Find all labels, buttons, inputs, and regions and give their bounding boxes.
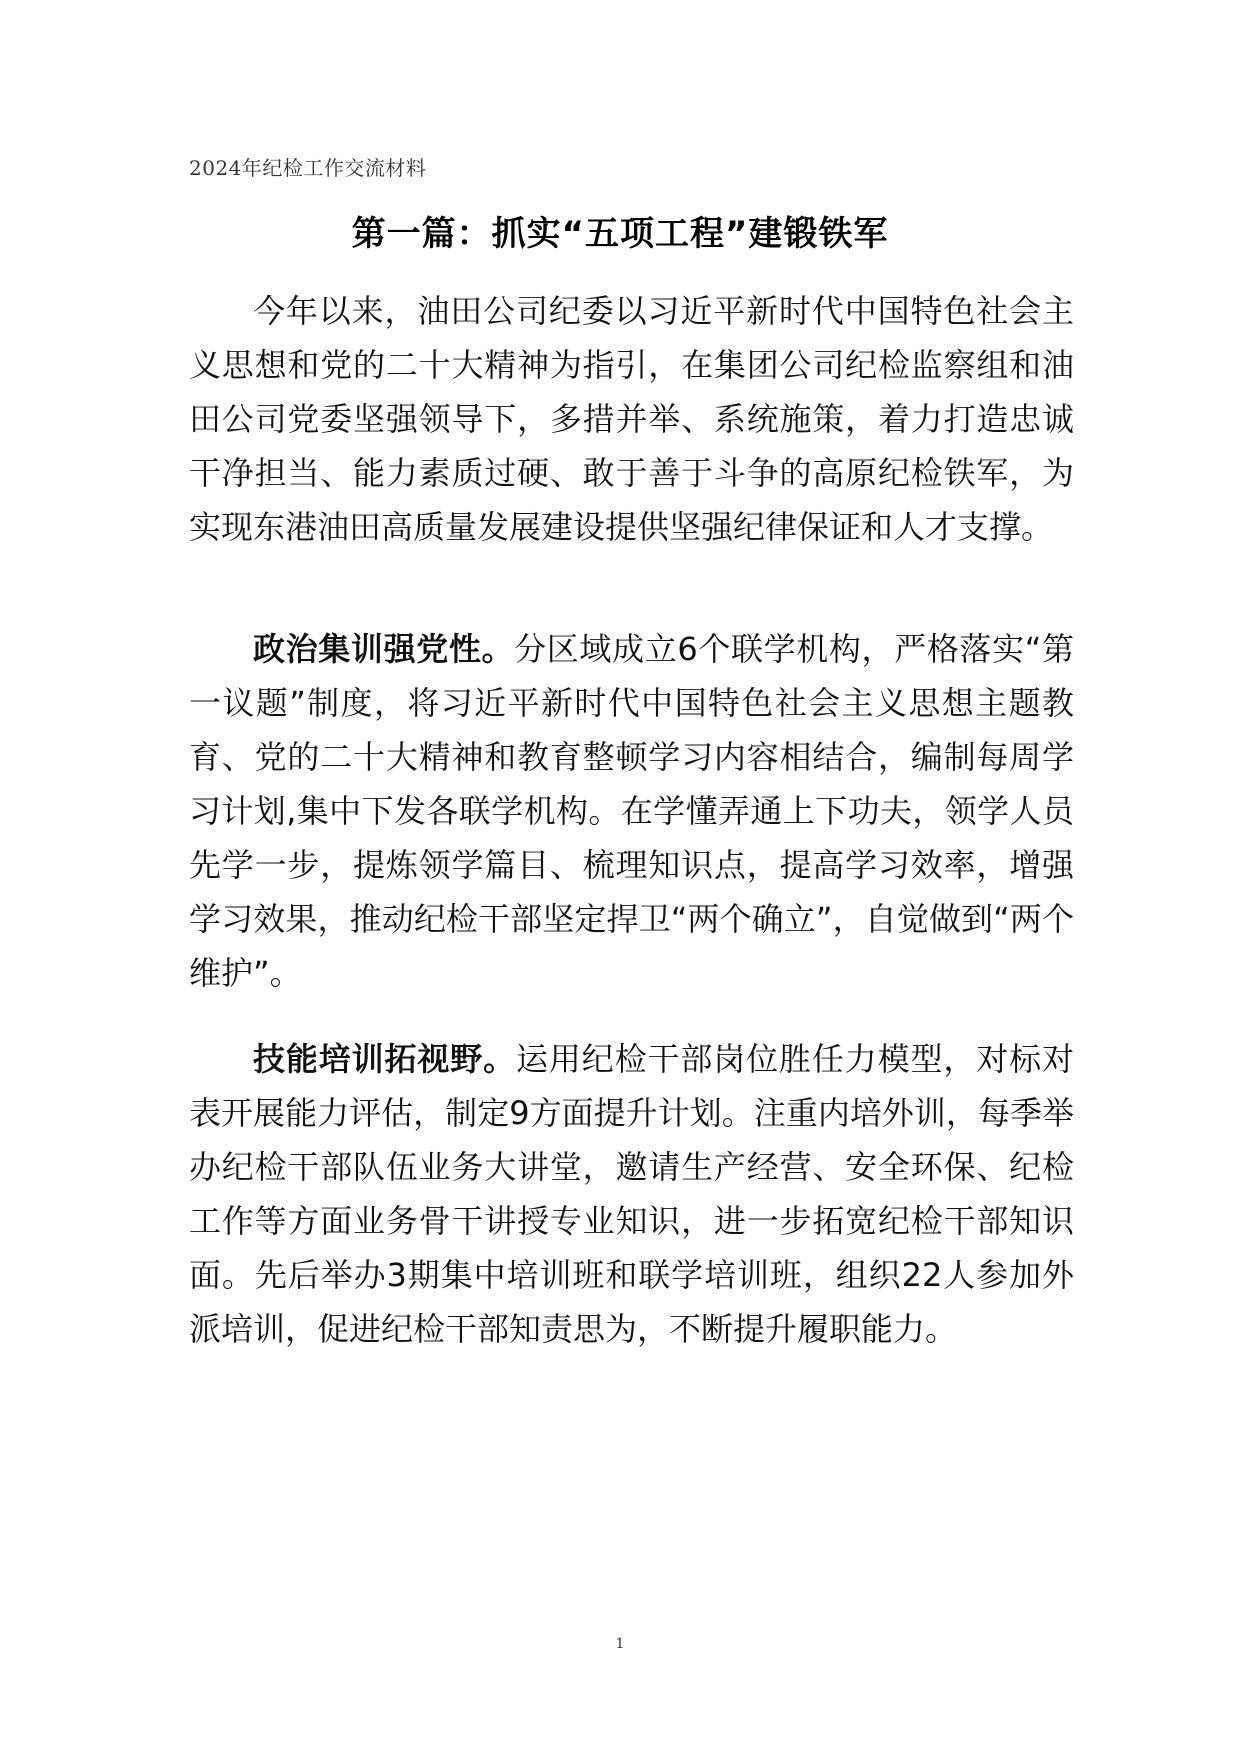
paragraph-political-training-heading: 政治集训强党性。: [253, 630, 515, 668]
document-title: 第一篇：抓实“五项工程”建锻铁军: [351, 214, 889, 254]
document-header-label: 2024年纪检工作交流材料: [189, 156, 427, 180]
paragraph-political-training: [189, 622, 1074, 1000]
paragraph-political-training-text: 分区域成立6个联学机构，严格落实“第一议题”制度，将习近平新时代中国特色社会主义思想主题教育、党的二十大精神和教育整顿学习内容相结合，编制每周学习计划,集中下发各联学机构。在学懂弄通上下功夫，领学人员先学一步，提炼领学篇目、梳理知识点，提高学习效率，增强学习效果，推动纪检干部坚定捍卫“两个确立”，自觉做到“两个维护”。: [189, 630, 1074, 992]
paragraph-intro-text: 今年以来，油田公司纪委以习近平新时代中国特色社会主义思想和党的二十大精神为指引，在集团公司纪检监察组和油田公司党委坚强领导下，多措并举、系统施策，着力打造忠诚干净担当、能力素质过硬、敢于善于斗争的高原纪检铁军，为实现东港油田高质量发展建设提供坚强纪律保证和人才支撑。: [189, 292, 1074, 546]
paragraph-skills-training-text: 运用纪检干部岗位胜任力模型，对标对表开展能力评估，制定9方面提升计划。注重内培外训，每季举办纪检干部队伍业务大讲堂，邀请生产经营、安全环保、纪检工作等方面业务骨干讲授专业知识，进一步拓宽纪检干部知识面。先后举办3期集中培训班和联学培训班，组织22人参加外派培训，促进纪检干部知责思为，不断提升履职能力。: [189, 1040, 1074, 1348]
page-number: 1: [615, 1636, 625, 1652]
paragraph-skills-training: [189, 1032, 1074, 1356]
paragraph-skills-training-heading: 技能培训拓视野。: [253, 1040, 516, 1078]
paragraph-intro: [189, 284, 1074, 554]
